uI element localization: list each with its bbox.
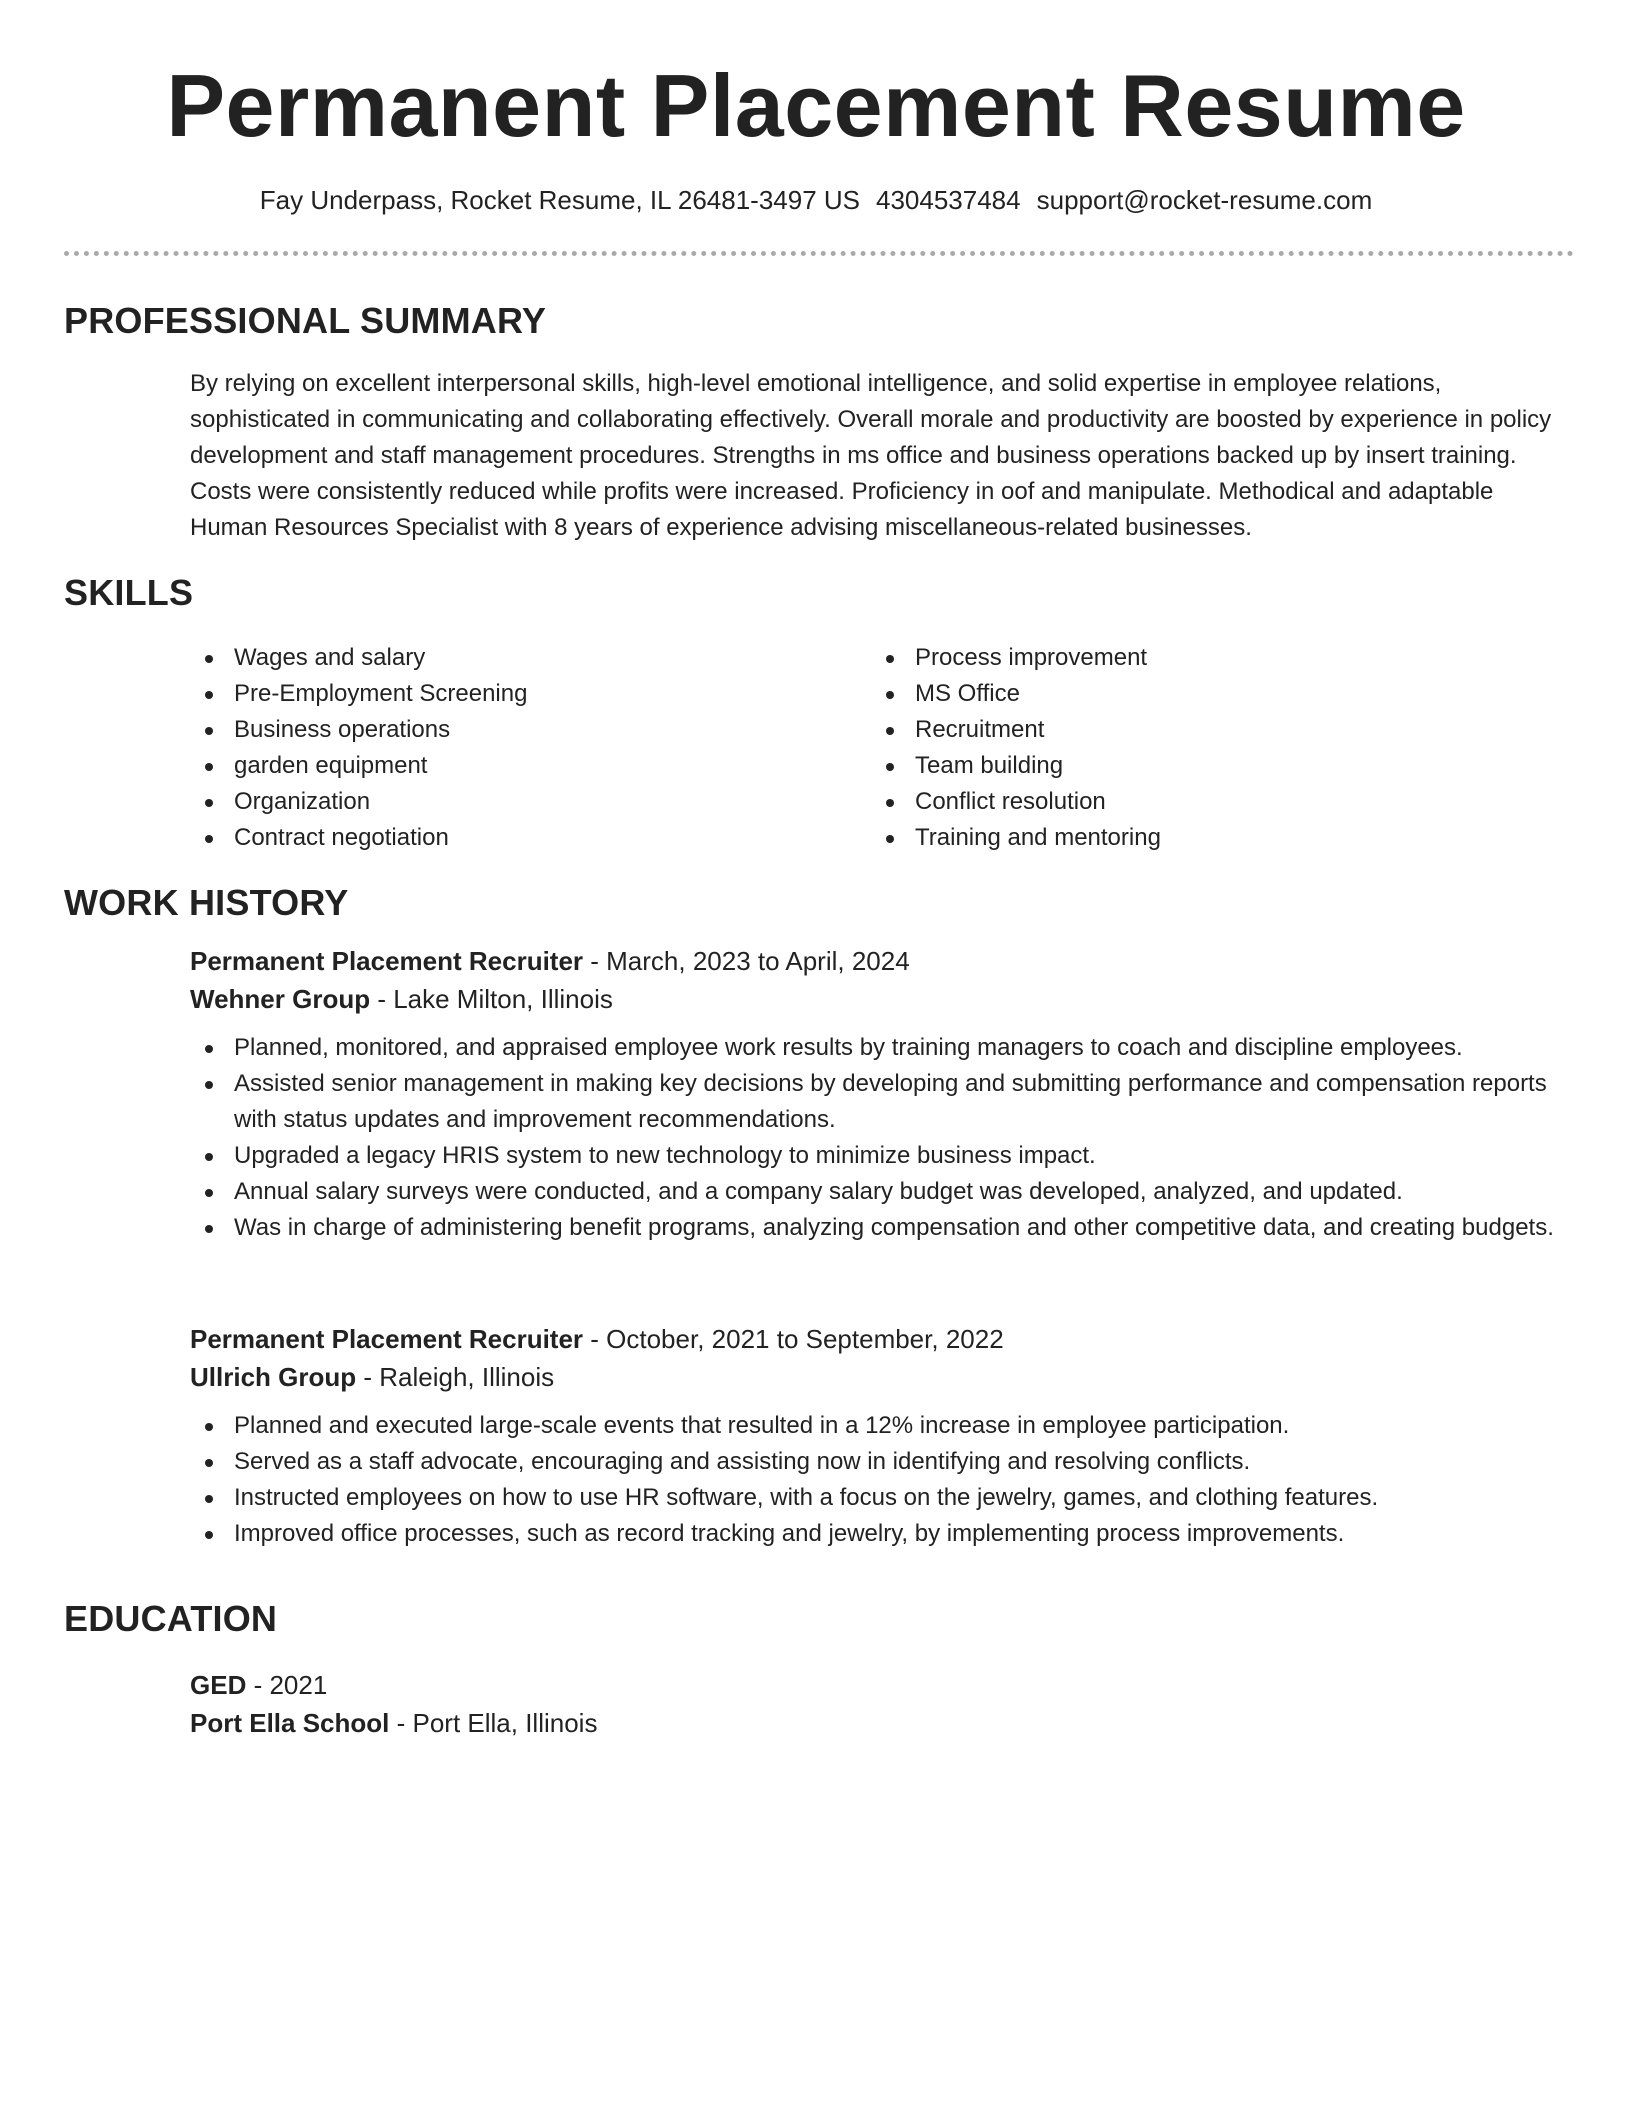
resume-title: Permanent Placement Resume	[166, 56, 1466, 155]
section-title-summary: PROFESSIONAL SUMMARY	[64, 300, 547, 341]
education-location: - Port Ella, Illinois	[389, 1708, 598, 1738]
skill-item: Contract negotiation	[190, 820, 871, 856]
skill-item: Recruitment	[871, 712, 1552, 748]
job-entry	[190, 1320, 1560, 1552]
job-bullet: Upgraded a legacy HRIS system to new technology to minimize business impact.	[190, 1138, 1560, 1174]
job-entry	[190, 942, 1560, 1246]
education-school: Port Ella School	[190, 1708, 390, 1738]
job-role-line	[190, 942, 1560, 980]
contact-line	[0, 183, 1632, 217]
job-location: - Raleigh, Illinois	[356, 1362, 555, 1392]
section-title-skills: SKILLS	[64, 572, 194, 613]
skill-item: Process improvement	[871, 640, 1552, 676]
job-role-line	[190, 1320, 1560, 1358]
education-year: - 2021	[246, 1670, 328, 1700]
section-title-work-history: WORK HISTORY	[64, 882, 349, 923]
education-degree: GED	[190, 1670, 247, 1700]
skill-item: MS Office	[871, 676, 1552, 712]
job-location: - Lake Milton, Illinois	[370, 984, 613, 1014]
job-bullet: Served as a staff advocate, encouraging and assisting now in identifying and resolving conflicts.	[190, 1444, 1560, 1480]
job-dates: - March, 2023 to April, 2024	[583, 946, 910, 976]
job-bullet: Was in charge of administering benefit programs, analyzing compensation and other competitive data, and creating budgets.	[190, 1210, 1560, 1246]
skill-item: Wages and salary	[190, 640, 871, 676]
job-company-line	[190, 980, 1560, 1018]
job-bullet: Planned and executed large-scale events that resulted in a 12% increase in employee participation.	[190, 1408, 1560, 1444]
education-school-line	[190, 1704, 1560, 1742]
job-role: Permanent Placement Recruiter	[190, 1324, 584, 1354]
skill-item: Team building	[871, 748, 1552, 784]
skill-item: Pre-Employment Screening	[190, 676, 871, 712]
skill-item: Organization	[190, 784, 871, 820]
summary-text: By relying on excellent interpersonal skills, high-level emotional intelligence, and solid expertise in employee relations, sophisticated in communicating and collaborating effectively. Overall morale and productivity are boosted by experience in policy development and staff management procedures. Strengths in ms office and business operations backed up by insert training. Costs were consistently reduced while profits were increased. Proficiency in oof and manipulate. Methodical and adaptable Human Resources Specialist with 8 years of experience advising miscellaneous-related businesses.	[190, 370, 1552, 541]
skill-item: Business operations	[190, 712, 871, 748]
job-dates: - October, 2021 to September, 2022	[583, 1324, 1004, 1354]
skill-item: garden equipment	[190, 748, 871, 784]
skill-item: Conflict resolution	[871, 784, 1552, 820]
job-bullet: Improved office processes, such as record tracking and jewelry, by implementing process improvements.	[190, 1516, 1560, 1552]
skills-column-right	[871, 640, 1552, 856]
header-divider	[64, 251, 1574, 256]
job-role: Permanent Placement Recruiter	[190, 946, 584, 976]
job-bullet: Annual salary surveys were conducted, and a company salary budget was developed, analyzed, and updated.	[190, 1174, 1560, 1210]
job-company: Wehner Group	[190, 984, 371, 1014]
job-bullet: Instructed employees on how to use HR software, with a focus on the jewelry, games, and clothing features.	[190, 1480, 1560, 1516]
job-bullets	[190, 1408, 1560, 1552]
contact-address: Fay Underpass, Rocket Resume, IL 26481-3497 US	[259, 185, 860, 215]
job-company: Ullrich Group	[190, 1362, 357, 1392]
section-title-education: EDUCATION	[64, 1598, 278, 1639]
contact-phone: 4304537484	[876, 185, 1021, 215]
skills-list	[190, 640, 1560, 856]
skills-column-left	[190, 640, 871, 856]
job-bullet: Planned, monitored, and appraised employee work results by training managers to coach and discipline employees.	[190, 1030, 1560, 1066]
skill-item: Training and mentoring	[871, 820, 1552, 856]
education-degree-line	[190, 1666, 1560, 1704]
job-company-line	[190, 1358, 1560, 1396]
contact-email: support@rocket-resume.com	[1036, 185, 1373, 215]
job-bullet: Assisted senior management in making key decisions by developing and submitting performance and compensation reports with status updates and improvement recommendations.	[190, 1066, 1560, 1138]
job-bullets	[190, 1030, 1560, 1246]
education-entry	[190, 1666, 1560, 1742]
